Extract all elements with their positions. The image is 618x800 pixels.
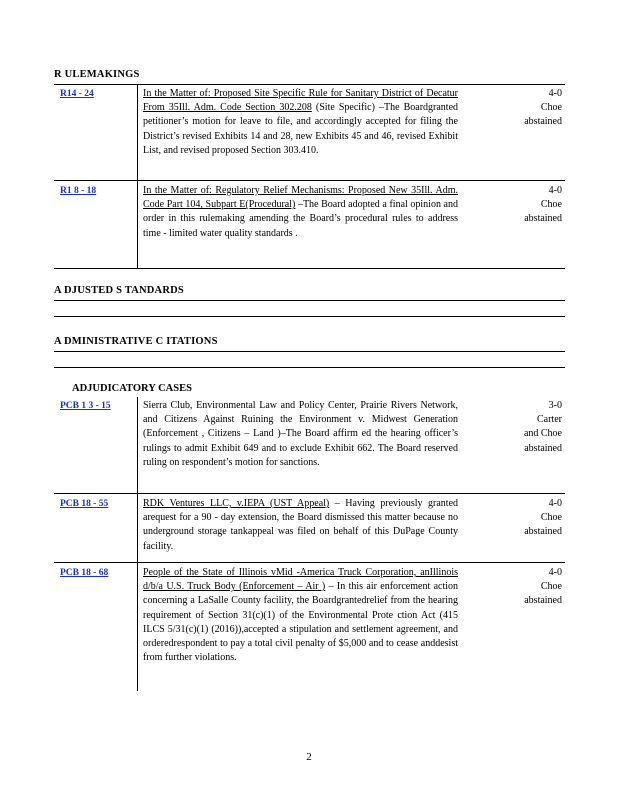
case-description xyxy=(143,184,458,241)
case-description xyxy=(143,497,458,554)
vote-member: Choe xyxy=(540,102,562,114)
vote-count: 4-0 xyxy=(548,498,562,509)
vote-record xyxy=(492,566,562,609)
vote-note: abstained xyxy=(524,213,562,225)
row-divider xyxy=(54,493,565,494)
vote-count: 4-0 xyxy=(548,88,562,99)
row-divider xyxy=(54,180,565,181)
vote-note: abstained xyxy=(524,116,562,128)
vote-record xyxy=(492,497,562,540)
vote-count: 3-0 xyxy=(548,400,562,411)
section-title-rulemakings: R ULEMAKINGS xyxy=(54,69,140,80)
case-link-pcb-18-55[interactable]: PCB 18 - 55 xyxy=(60,499,109,509)
case-caption: People of the State of Illinois vMid -America Truck Corporation, anIllinois d/b/a U.S. Truck Body (Enforcement – Air ) xyxy=(143,567,458,593)
section-title-administrative-citations: A DMINISTRATIVE C ITATIONS xyxy=(54,336,218,347)
vote-note: abstained xyxy=(524,526,562,538)
section-title-adjudicatory-cases: ADJUDICATORY CASES xyxy=(72,383,192,394)
case-link-pcb-13-15[interactable]: PCB 1 3 - 15 xyxy=(60,401,111,411)
section-rule xyxy=(54,316,565,317)
page-number: 2 xyxy=(306,751,312,763)
vote-member: Choe xyxy=(540,512,562,524)
row-divider xyxy=(54,268,565,269)
case-summary: Sierra Club, Environmental Law and Policy Center, Prairie Rivers Network, and Citizens Against Ruining the Environment v. Midwest Generation (Enforcement , Citizens – Land )–The Board affirm ed the hearing officer’s rulings to admit Exhibit 649 and to exclude Exhibit 662. The Board reserved ruling on respondent’s motion for sanctions. xyxy=(143,400,458,468)
case-caption: In the Matter of: Proposed Site Specific Rule for Sanitary District of Decatur From 35Ill. Adm. Code Section 302.208 xyxy=(143,88,458,114)
case-description xyxy=(143,566,458,665)
case-summary: – Having previously granted arequest for a 90 - day extension, the Board dismissed this matter because no underground storage tankappeal was filed on behalf of this DuPage County facility. xyxy=(143,498,459,552)
section-rule xyxy=(54,300,565,301)
case-description xyxy=(143,87,458,158)
case-link-r14-24[interactable]: R14 - 24 xyxy=(60,89,94,99)
vote-member: Carter xyxy=(537,414,562,426)
vote-record xyxy=(492,87,562,130)
case-link-r18-18[interactable]: R1 8 - 18 xyxy=(60,186,97,196)
column-divider xyxy=(137,397,138,691)
vote-note: abstained xyxy=(524,595,562,607)
case-caption: RDK Ventures LLC, v.IEPA (UST Appeal) xyxy=(143,498,330,509)
case-summary: (Site Specific) –The Boardgranted petitioner’s motion for leave to file, and accordingly accepted for filing the District’s revised Exhibits 14 and 28, new Exhibits 45 and 46, revised Exhibit List, and revised proposed Section 303.410. xyxy=(143,102,459,156)
section-rule xyxy=(54,351,565,352)
vote-note: abstained xyxy=(524,442,562,454)
vote-record xyxy=(492,184,562,227)
vote-member: and Choe xyxy=(523,428,562,440)
vote-member: Choe xyxy=(540,199,562,211)
vote-member: Choe xyxy=(540,581,562,593)
case-caption: In the Matter of: Regulatory Relief Mechanisms: Proposed New 35Ill. Adm. Code Part 104, Subpart E(Procedural) xyxy=(143,185,458,211)
vote-count: 4-0 xyxy=(548,567,562,578)
case-link-pcb-18-68[interactable]: PCB 18 - 68 xyxy=(60,568,109,578)
vote-record xyxy=(492,399,562,456)
section-title-adjusted-standards: A DJUSTED S TANDARDS xyxy=(54,285,184,296)
case-description xyxy=(143,399,458,470)
section-rule xyxy=(54,367,565,368)
case-summary: – In this air enforcement action concerning a LaSalle County facility, the Boardgrantedrelief from the hearing requirement of Section 31(c)(1) of the Environmental Prote ction Act (415 ILCS 5/31(c)(1) (2016)),accepted a stipulation and settlement agreement, and orderedrespondent to pay a total civil penalty of $5,000 and to cease anddesist from further violations. xyxy=(143,581,459,664)
column-divider xyxy=(137,85,138,268)
row-divider xyxy=(54,562,565,563)
case-summary: –The Board adopted a final opinion and order in this rulemaking amending the Board’s procedural rules to address time - limited water quality standards . xyxy=(143,199,458,239)
vote-count: 4-0 xyxy=(548,185,562,196)
section-rule xyxy=(54,84,565,85)
